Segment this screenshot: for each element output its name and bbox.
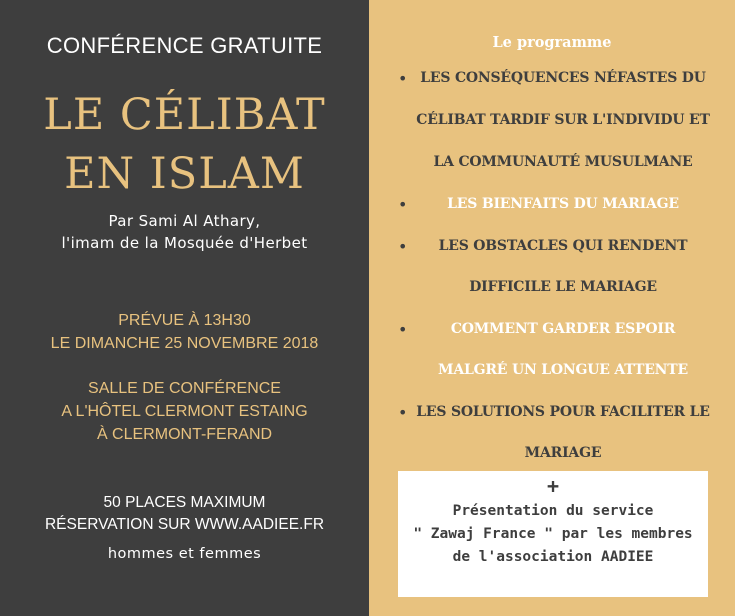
- time-line: PRÉVUE À 13H30: [118, 312, 251, 329]
- program-item-1-line-3: LA COMMUNAUTÉ MUSULMANE: [433, 154, 693, 170]
- venue-line-1: SALLE DE CONFÉRENCE: [88, 380, 281, 397]
- bullet-icon: •: [398, 403, 408, 422]
- places-info: 50 PLACES MAXIMUM: [103, 494, 266, 511]
- speaker-line-1: Par Sami Al Athary,: [108, 212, 261, 230]
- program-title: Le programme: [492, 34, 612, 51]
- plus-icon: +: [546, 474, 560, 498]
- bullet-icon: •: [398, 237, 408, 256]
- service-line-1: Présentation du service: [452, 503, 654, 519]
- reservation-info: RÉSERVATION SUR WWW.AADIEE.FR: [44, 516, 325, 533]
- program-item-3-line-1: LES OBSTACLES QUI RENDENT: [438, 238, 688, 254]
- bullet-icon: •: [398, 195, 408, 214]
- program-item-5-line-2: MARIAGE: [524, 445, 602, 461]
- service-line-2: " Zawaj France " par les membres: [413, 526, 693, 542]
- program-item-1-line-1: LES CONSÉQUENCES NÉFASTES DU: [420, 70, 706, 86]
- venue-line-3: À CLERMONT-FERAND: [96, 426, 273, 443]
- audience-info: hommes et femmes: [107, 546, 262, 562]
- main-title-line-1: LE CÉLIBAT: [43, 90, 326, 140]
- service-line-3: de l'association AADIEE: [452, 549, 654, 565]
- bullet-icon: •: [398, 320, 408, 339]
- speaker-line-2: l'imam de la Mosquée d'Herbet: [61, 234, 308, 252]
- program-item-3-line-2: DIFFICILE LE MARIAGE: [469, 279, 657, 295]
- program-item-1-line-2: CÉLIBAT TARDIF SUR L'INDIVIDU ET: [416, 112, 710, 128]
- bullet-icon: •: [398, 69, 408, 88]
- program-item-5-line-1: LES SOLUTIONS POUR FACILITER LE: [416, 404, 710, 420]
- main-title-line-2: EN ISLAM: [64, 149, 305, 199]
- program-item-4-line-2: MALGRÉ UN LONGUE ATTENTE: [438, 362, 688, 378]
- program-item-2-line-1: LES BIENFAITS DU MARIAGE: [447, 196, 679, 212]
- conference-label: CONFÉRENCE GRATUITE: [46, 33, 323, 58]
- date-line: LE DIMANCHE 25 NOVEMBRE 2018: [50, 335, 319, 352]
- venue-line-2: A L'HÔTEL CLERMONT ESTAING: [61, 403, 308, 420]
- service-box: [398, 471, 708, 597]
- program-item-4-line-1: COMMENT GARDER ESPOIR: [450, 321, 676, 337]
